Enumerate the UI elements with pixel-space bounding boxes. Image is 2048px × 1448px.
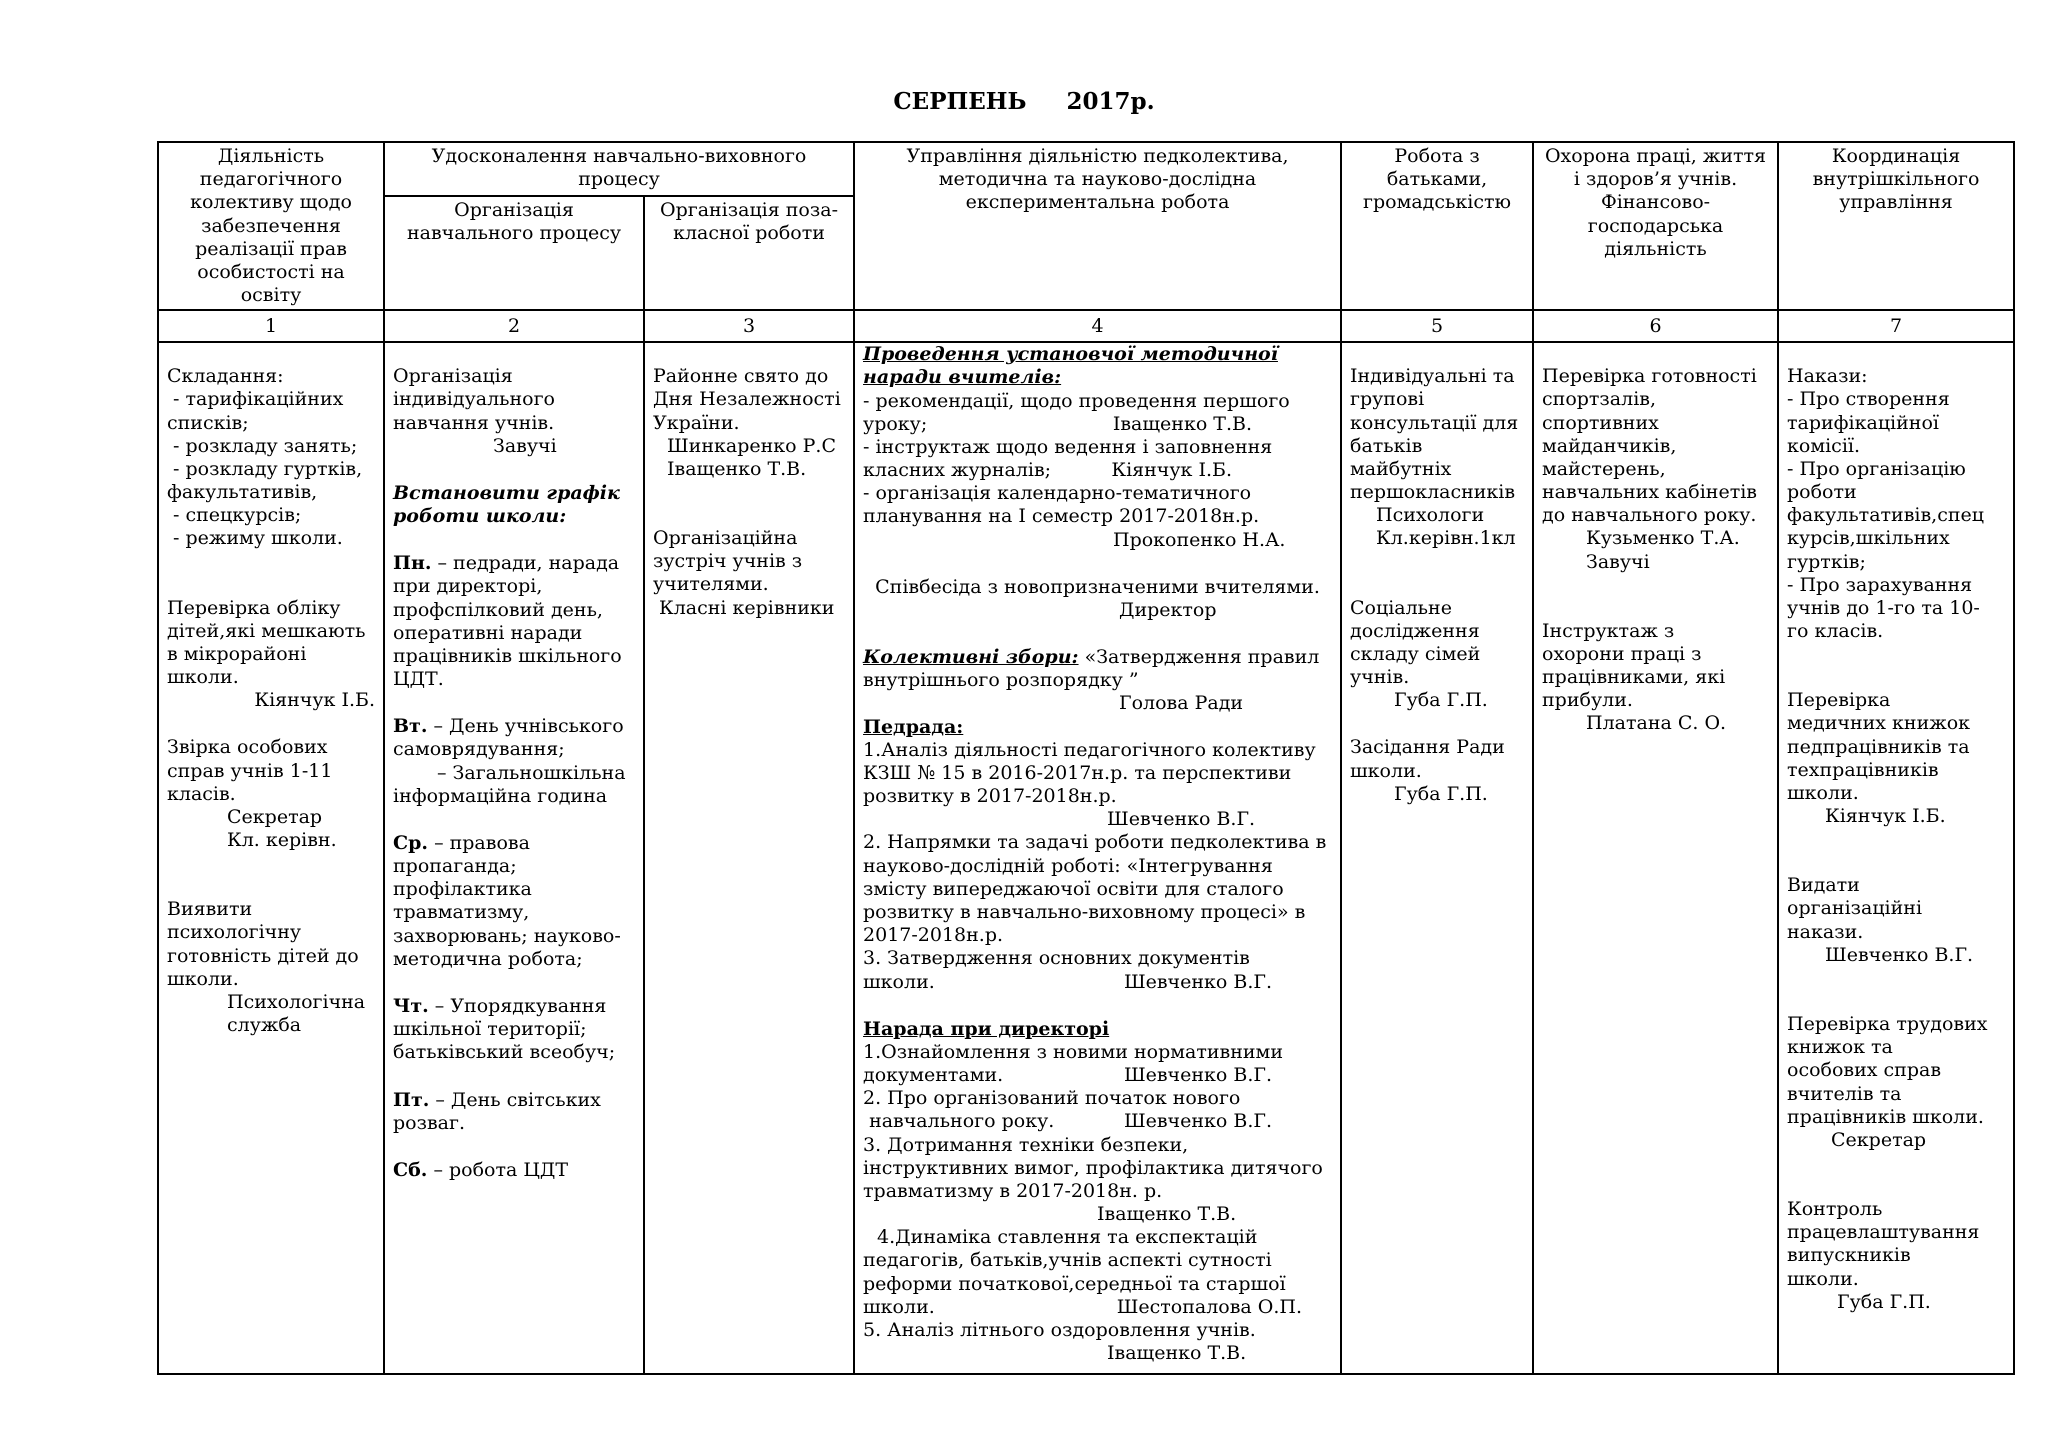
text-line: - режиму школи.: [167, 527, 343, 550]
cell-col2: [384, 342, 644, 1374]
text-line: педпрацівників та: [1787, 735, 1970, 758]
text-line: педагогів, батьків,учнів аспекті сутності: [863, 1249, 1272, 1272]
responsible-person: Секретар: [227, 805, 323, 828]
header-row-1: [158, 142, 2014, 196]
text-line: школи.: [167, 666, 239, 689]
text-line: Складання:: [167, 365, 284, 388]
cell-col7: [1778, 342, 2014, 1374]
page-title: [0, 88, 2048, 115]
text-line: накази.: [1787, 920, 1864, 943]
column-number: 3: [644, 310, 854, 342]
text-line: самоврядування;: [393, 738, 565, 761]
schedule-heading: Встановити графік: [393, 481, 620, 504]
text-line: батьківський всеобуч;: [393, 1041, 616, 1064]
text-line: Виявити: [167, 898, 253, 921]
text-line: травматизму в 2017-2018н. р.: [863, 1179, 1163, 1202]
responsible-person: Платана С. О.: [1586, 712, 1727, 735]
text-line: - розкладу занять;: [167, 434, 358, 457]
column-number-row: [158, 310, 2014, 342]
day-text: – День учнівського: [427, 715, 624, 738]
section-heading: наради вчителів:: [863, 366, 1062, 389]
responsible-person: Шевченко В.Г.: [1825, 943, 1974, 966]
cell-col6: [1533, 342, 1778, 1374]
text-line: учнів до 1-го та 10-: [1787, 596, 1980, 619]
responsible-person: Кузьменко Т.А.: [1586, 527, 1740, 550]
responsible-person: Секретар: [1831, 1128, 1927, 1151]
text-line: дітей,які мешкають: [167, 619, 366, 642]
text-line: школи.: [167, 967, 239, 990]
text-line: школи.: [1787, 1267, 1859, 1290]
text-line: учителями.: [653, 573, 769, 596]
responsible-person: Іващенко Т.В.: [667, 457, 807, 480]
responsible-person: Іващенко Т.В.: [1112, 412, 1253, 435]
text-line: першокласників: [1350, 481, 1516, 504]
cell-col1: [158, 342, 384, 1374]
text-line: - розкладу гуртків,: [167, 457, 363, 480]
responsible-person: Завучі: [493, 434, 557, 457]
text-line: Перевірка трудових: [1787, 1012, 1988, 1035]
text-line: до навчального року.: [1542, 504, 1757, 527]
column-number: 1: [158, 310, 384, 342]
content-row: [158, 342, 2014, 1374]
title-month: СЕРПЕНЬ: [893, 88, 1027, 115]
text-line: справ учнів 1-11: [167, 759, 333, 782]
text-line: Накази:: [1787, 365, 1868, 388]
cell-col5: [1341, 342, 1533, 1374]
text-line: майбутніх: [1350, 457, 1452, 480]
responsible-person: Директор: [1119, 598, 1217, 621]
text-line: школи.: [863, 1295, 935, 1318]
text-line: особових справ: [1787, 1059, 1942, 1082]
text-line: 2. Про організований початок нового: [863, 1087, 1241, 1110]
responsible-person: служба: [227, 1014, 302, 1037]
header-col5: Робота з батьками, громадськістю: [1341, 142, 1533, 310]
header-col4: Управління діяльністю педколектива, методична та науково-дослідна експериментальна робота: [854, 142, 1341, 310]
responsible-person: Кл.керівн.1кл: [1376, 527, 1516, 550]
text-line: «Затвердження правил: [1078, 646, 1320, 669]
text-line: уроку;: [863, 412, 928, 435]
text-line: [863, 646, 1332, 669]
text-line: – Загальношкільна: [437, 761, 626, 784]
schedule-heading: роботи школи:: [393, 505, 567, 528]
text-line: розвитку в навчально-виховному процесі» в: [863, 900, 1306, 923]
text-line: 4.Динаміка ставлення та експектацій: [877, 1226, 1258, 1249]
text-line: індивідуального: [393, 388, 555, 411]
text-line: навчання учнів.: [393, 411, 555, 434]
column-number: 4: [854, 310, 1341, 342]
text-line: методична робота;: [393, 947, 583, 970]
text-line: спортзалів,: [1542, 388, 1657, 411]
text-line: працівниками, які: [1542, 666, 1726, 689]
text-line: захворювань; науково-: [393, 924, 621, 947]
text-line: школи.: [1350, 759, 1422, 782]
text-line: Видати: [1787, 874, 1860, 897]
text-line: 2. Напрямки та задачі роботи педколектива в: [863, 831, 1327, 854]
text-line: курсів,шкільних: [1787, 527, 1950, 550]
text-line: розвитку в 2017-2018н.р.: [863, 785, 1117, 808]
responsible-person: Кіянчук І.Б.: [254, 689, 375, 712]
header-col7: Координація внутрішкільного управління: [1778, 142, 2014, 310]
header-group: Удосконалення навчально-виховного процесу: [384, 142, 854, 196]
text-line: роботи: [1787, 481, 1857, 504]
column-number: 2: [384, 310, 644, 342]
text-line: майстерень,: [1542, 457, 1666, 480]
responsible-person: Губа Г.П.: [1837, 1290, 1931, 1313]
text-line: Організація: [393, 365, 513, 388]
responsible-person: Губа Г.П.: [1394, 782, 1488, 805]
text-line: Організаційна: [653, 527, 798, 550]
text-line: консультації для: [1350, 411, 1519, 434]
schedule-wednesday: [393, 832, 635, 855]
responsible-person: Кіянчук І.Б.: [1111, 459, 1233, 482]
title-year: 2017р.: [1066, 88, 1155, 115]
text-line: профспілковий день,: [393, 598, 603, 621]
cell-col3: [644, 342, 854, 1374]
text-line: батьків: [1350, 434, 1423, 457]
text-line-with-person: [863, 1110, 1332, 1133]
text-line: організаційні: [1787, 897, 1923, 920]
section-heading: Нарада при директорі: [863, 1017, 1110, 1040]
text-line: Співбесіда з новопризначеними вчителями.: [875, 575, 1320, 598]
responsible-person: Завучі: [1586, 550, 1650, 573]
text-line: внутрішнього розпорядку ”: [863, 669, 1139, 692]
responsible-person: Шинкаренко Р.С: [667, 434, 836, 457]
text-line: факультативів,: [167, 481, 318, 504]
day-label: Пн.: [393, 552, 432, 575]
text-line: - рекомендації, щодо проведення першого: [863, 389, 1290, 412]
responsible-person: Іващенко Т.В.: [1097, 1203, 1237, 1226]
text-line: 1.Аналіз діяльності педагогічного колективу: [863, 738, 1316, 761]
text-line: - інструктаж щодо ведення і заповнення: [863, 435, 1273, 458]
day-label: Чт.: [393, 994, 429, 1017]
text-line: працівників шкільного: [393, 644, 622, 667]
text-line: - спецкурсів;: [167, 504, 302, 527]
schedule-thursday: [393, 995, 635, 1018]
responsible-person: Губа Г.П.: [1394, 689, 1488, 712]
text-line: 3. Дотримання техніки безпеки,: [863, 1133, 1189, 1156]
text-line: пропаганда;: [393, 855, 517, 878]
text-line: випускників: [1787, 1244, 1911, 1267]
responsible-person: Шевченко В.Г.: [1123, 1064, 1273, 1087]
schedule-friday: [393, 1089, 635, 1112]
text-line: документами.: [863, 1064, 1004, 1087]
text-line: планування на І семестр 2017-2018н.р.: [863, 505, 1260, 528]
text-line: науково-дослідній роботі: «Інтегрування: [863, 854, 1273, 877]
text-line: - Про створення: [1787, 388, 1950, 411]
day-text: – День світських: [429, 1088, 601, 1111]
text-line: України.: [653, 411, 740, 434]
text-line: змісту випереджаючої освіти для сталого: [863, 877, 1284, 900]
text-line: класів.: [167, 782, 236, 805]
text-line: працевлаштування: [1787, 1221, 1980, 1244]
text-line: - Про зарахування: [1787, 573, 1973, 596]
text-line: книжок та: [1787, 1036, 1893, 1059]
text-line: школи.: [1787, 781, 1859, 804]
responsible-person: Іващенко Т.В.: [1107, 1342, 1247, 1365]
text-line: 3. Затвердження основних документів: [863, 947, 1250, 970]
header-col1: Діяльність педагогічного колективу щодо забезпечення реалізації прав особистості на освіту: [158, 142, 384, 310]
text-line: вчителів та: [1787, 1082, 1902, 1105]
text-line: гуртків;: [1787, 550, 1866, 573]
responsible-person: Шевченко В.Г.: [1123, 970, 1273, 993]
text-line: КЗШ № 15 в 2016-2017н.р. та перспективи: [863, 761, 1292, 784]
section-heading: Колективні збори:: [863, 646, 1079, 669]
schedule-tuesday: [393, 715, 635, 738]
day-text: – правова: [428, 831, 530, 854]
text-line: класних журналів;: [863, 459, 1052, 482]
section-heading: Педрада:: [863, 715, 964, 738]
day-label: Вт.: [393, 715, 428, 738]
text-line: Районне свято до: [653, 365, 829, 388]
responsible-person: Психологи: [1376, 504, 1485, 527]
text-line: - організація календарно-тематичного: [863, 482, 1252, 505]
plan-table: [157, 141, 2015, 1375]
text-line: 1.Ознайомлення з новими нормативними: [863, 1040, 1283, 1063]
text-line: 5. Аналіз літнього оздоровлення учнів.: [863, 1318, 1256, 1341]
text-line: Дня Незалежності: [653, 388, 841, 411]
text-line: оперативні наради: [393, 621, 583, 644]
text-line: ЦДТ.: [393, 668, 444, 691]
section-heading: Проведення установчої методичної: [863, 343, 1278, 366]
column-number: 5: [1341, 310, 1533, 342]
header-col6: Охорона праці, життя і здоров’я учнів. Фінансово-господарська діяльність: [1533, 142, 1778, 310]
responsible-person: Кіянчук І.Б.: [1825, 805, 1946, 828]
responsible-person: Прокопенко Н.А.: [1113, 528, 1286, 551]
text-line: Інструктаж з: [1542, 619, 1675, 642]
text-line: 2017-2018н.р.: [863, 924, 1004, 947]
text-line: Звірка особових: [167, 736, 328, 759]
text-line: групові: [1350, 388, 1425, 411]
text-line: школи.: [863, 970, 935, 993]
day-label: Сб.: [393, 1158, 428, 1181]
text-line: розваг.: [393, 1111, 465, 1134]
responsible-person: Голова Ради: [1119, 692, 1244, 715]
text-line: комісії.: [1787, 434, 1861, 457]
header-col3: Організація поза-класної роботи: [644, 196, 854, 311]
text-line: прибули.: [1542, 689, 1633, 712]
text-line: при директорі,: [393, 575, 543, 598]
text-line: шкільної території;: [393, 1018, 587, 1041]
text-line-with-person: [863, 1296, 1332, 1319]
text-line-with-person: [863, 413, 1332, 436]
day-text: – педради, нарада: [431, 552, 620, 575]
responsible-person: Шестопалова О.П.: [1116, 1295, 1303, 1318]
text-line: реформи початкової,середньої та старшої: [863, 1272, 1286, 1295]
text-line: Перевірка: [1787, 689, 1891, 712]
text-line: зустріч учнів з: [653, 550, 803, 573]
text-line: го класів.: [1787, 620, 1884, 643]
text-line: навчального року.: [863, 1110, 1055, 1133]
text-line: готовність дітей до: [167, 944, 359, 967]
text-line: працівників школи.: [1787, 1105, 1984, 1128]
header-col2: Організація навчального процесу: [384, 196, 644, 311]
schedule-saturday: [393, 1159, 635, 1182]
text-line: медичних книжок: [1787, 712, 1971, 735]
responsible-person: Кл. керівн.: [227, 829, 337, 852]
schedule-monday: [393, 552, 635, 575]
text-line: складу сімей: [1350, 642, 1481, 665]
text-line-with-person: [863, 459, 1332, 482]
text-line: психологічну: [167, 921, 302, 944]
text-line: профілактика: [393, 878, 532, 901]
responsible-person: Шевченко В.Г.: [1123, 1110, 1273, 1133]
text-line: в мікрорайоні: [167, 642, 307, 665]
day-label: Пт.: [393, 1088, 430, 1111]
text-line: - тарифікаційних: [167, 388, 344, 411]
text-line: майданчиків,: [1542, 434, 1677, 457]
responsible-person: Шевченко В.Г.: [1107, 808, 1256, 831]
text-line: спортивних: [1542, 411, 1659, 434]
text-line: - Про організацію: [1787, 457, 1966, 480]
text-line: Перевірка готовності: [1542, 365, 1757, 388]
text-line: дослідження: [1350, 619, 1480, 642]
text-line: навчальних кабінетів: [1542, 481, 1757, 504]
text-line: Засідання Ради: [1350, 736, 1505, 759]
text-line: списків;: [167, 411, 249, 434]
text-line-with-person: [863, 971, 1332, 994]
text-line: техпрацівників: [1787, 758, 1939, 781]
column-number: 6: [1533, 310, 1778, 342]
text-line: факультативів,спец: [1787, 504, 1984, 527]
text-line: Перевірка обліку: [167, 596, 341, 619]
text-line: охорони праці з: [1542, 642, 1702, 665]
day-label: Ср.: [393, 831, 429, 854]
text-line-with-person: [863, 1064, 1332, 1087]
text-line: учнів.: [1350, 666, 1410, 689]
cell-col4: [854, 342, 1341, 1374]
responsible-person: Класні керівники: [659, 596, 835, 619]
day-text: – Упорядкування: [428, 994, 607, 1017]
text-line: Індивідуальні та: [1350, 365, 1515, 388]
column-number: 7: [1778, 310, 2014, 342]
text-line: інструктивних вимог, профілактика дитячого: [863, 1156, 1323, 1179]
text-line: травматизму,: [393, 901, 530, 924]
text-line: тарифікаційної: [1787, 411, 1939, 434]
text-line: інформаційна година: [393, 784, 608, 807]
day-text: – робота ЦДТ: [427, 1158, 569, 1181]
text-line: Соціальне: [1350, 596, 1452, 619]
responsible-person: Психологічна: [227, 990, 366, 1013]
text-line: Контроль: [1787, 1198, 1883, 1221]
